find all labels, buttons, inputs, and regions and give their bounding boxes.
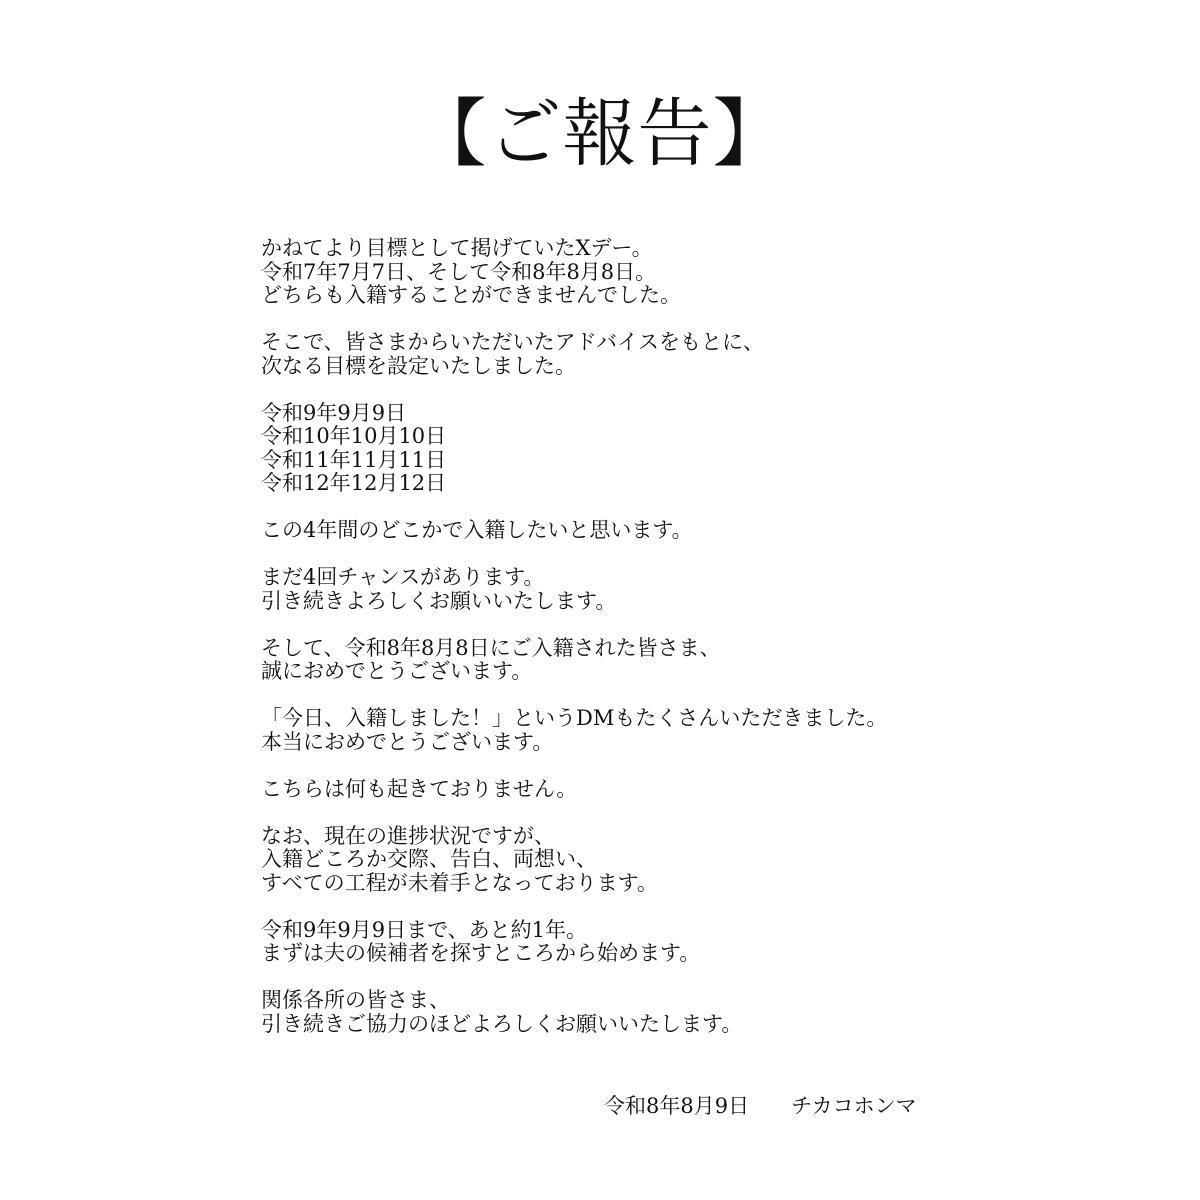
paragraph-line: この4年間のどこかで入籍したいと思います。 [261,518,693,542]
paragraph-10 [261,919,1161,966]
paragraph-5 [261,566,1161,613]
paragraph-line: 引き続きよろしくお願いいたします。 [261,588,617,613]
paragraph-4 [261,519,1161,543]
paragraph-8 [261,778,1161,802]
paragraph-line: なお、現在の進捗状況ですが、 [261,823,555,848]
paragraph-line: すべての工程が未着手となっております。 [261,870,658,895]
paragraph-line: 令和9年9月9日まで、あと約1年。 [261,917,588,942]
paragraph-line: こちらは何も起きておりません。 [261,776,578,801]
paragraph-line: 関係各所の皆さま、 [261,988,450,1012]
paragraph-line: 誠におめでとうございます。 [261,659,533,683]
paragraph-6 [261,637,1161,684]
paragraph-line: 引き続きご協力のほどよろしくお願いいたします。 [261,1011,743,1036]
target-date: 令和9年9月9日 [261,400,407,425]
signature-line [604,1094,917,1118]
paragraph-11 [261,989,1161,1036]
paragraph-line: まだ4回チャンスがあります。 [261,565,545,589]
target-dates-list [261,402,1161,496]
target-date: 令和12年12月12日 [261,471,447,495]
paragraph-9 [261,825,1161,896]
page-title: 【ご報告】 [412,91,788,177]
target-date: 令和10年10月10日 [261,424,447,448]
paragraph-line: そこで、皆さまからいただいたアドバイスをもとに、 [261,330,764,354]
announcement-body [261,237,1161,1060]
target-date: 令和11年11月11日 [261,447,447,472]
paragraph-line: 「今日、入籍しました！」というDMもたくさんいただきました。 [261,706,888,730]
paragraph-7 [261,707,1161,754]
paragraph-2 [261,331,1161,378]
paragraph-line: 次なる目標を設定いたしました。 [261,353,576,378]
paragraph-line: 本当におめでとうございます。 [261,729,554,754]
paragraph-1 [261,237,1161,308]
signature-date: 令和8年8月9日 [604,1094,750,1118]
paragraph-line: まずは夫の候補者を探すところから始めます。 [261,941,701,965]
paragraph-line: かねてより目標として掲げていたXデー。 [261,236,653,260]
signature-author: チカコホンマ [791,1094,917,1118]
paragraph-line: 令和7年7月7日、そして令和8年8月8日。 [261,259,657,284]
paragraph-line: そして、令和8年8月8日にご入籍された皆さま、 [261,635,721,660]
paragraph-line: 入籍どころか交際、告白、両想い、 [261,847,597,871]
paragraph-line: どちらも入籍することができませんでした。 [261,283,681,307]
